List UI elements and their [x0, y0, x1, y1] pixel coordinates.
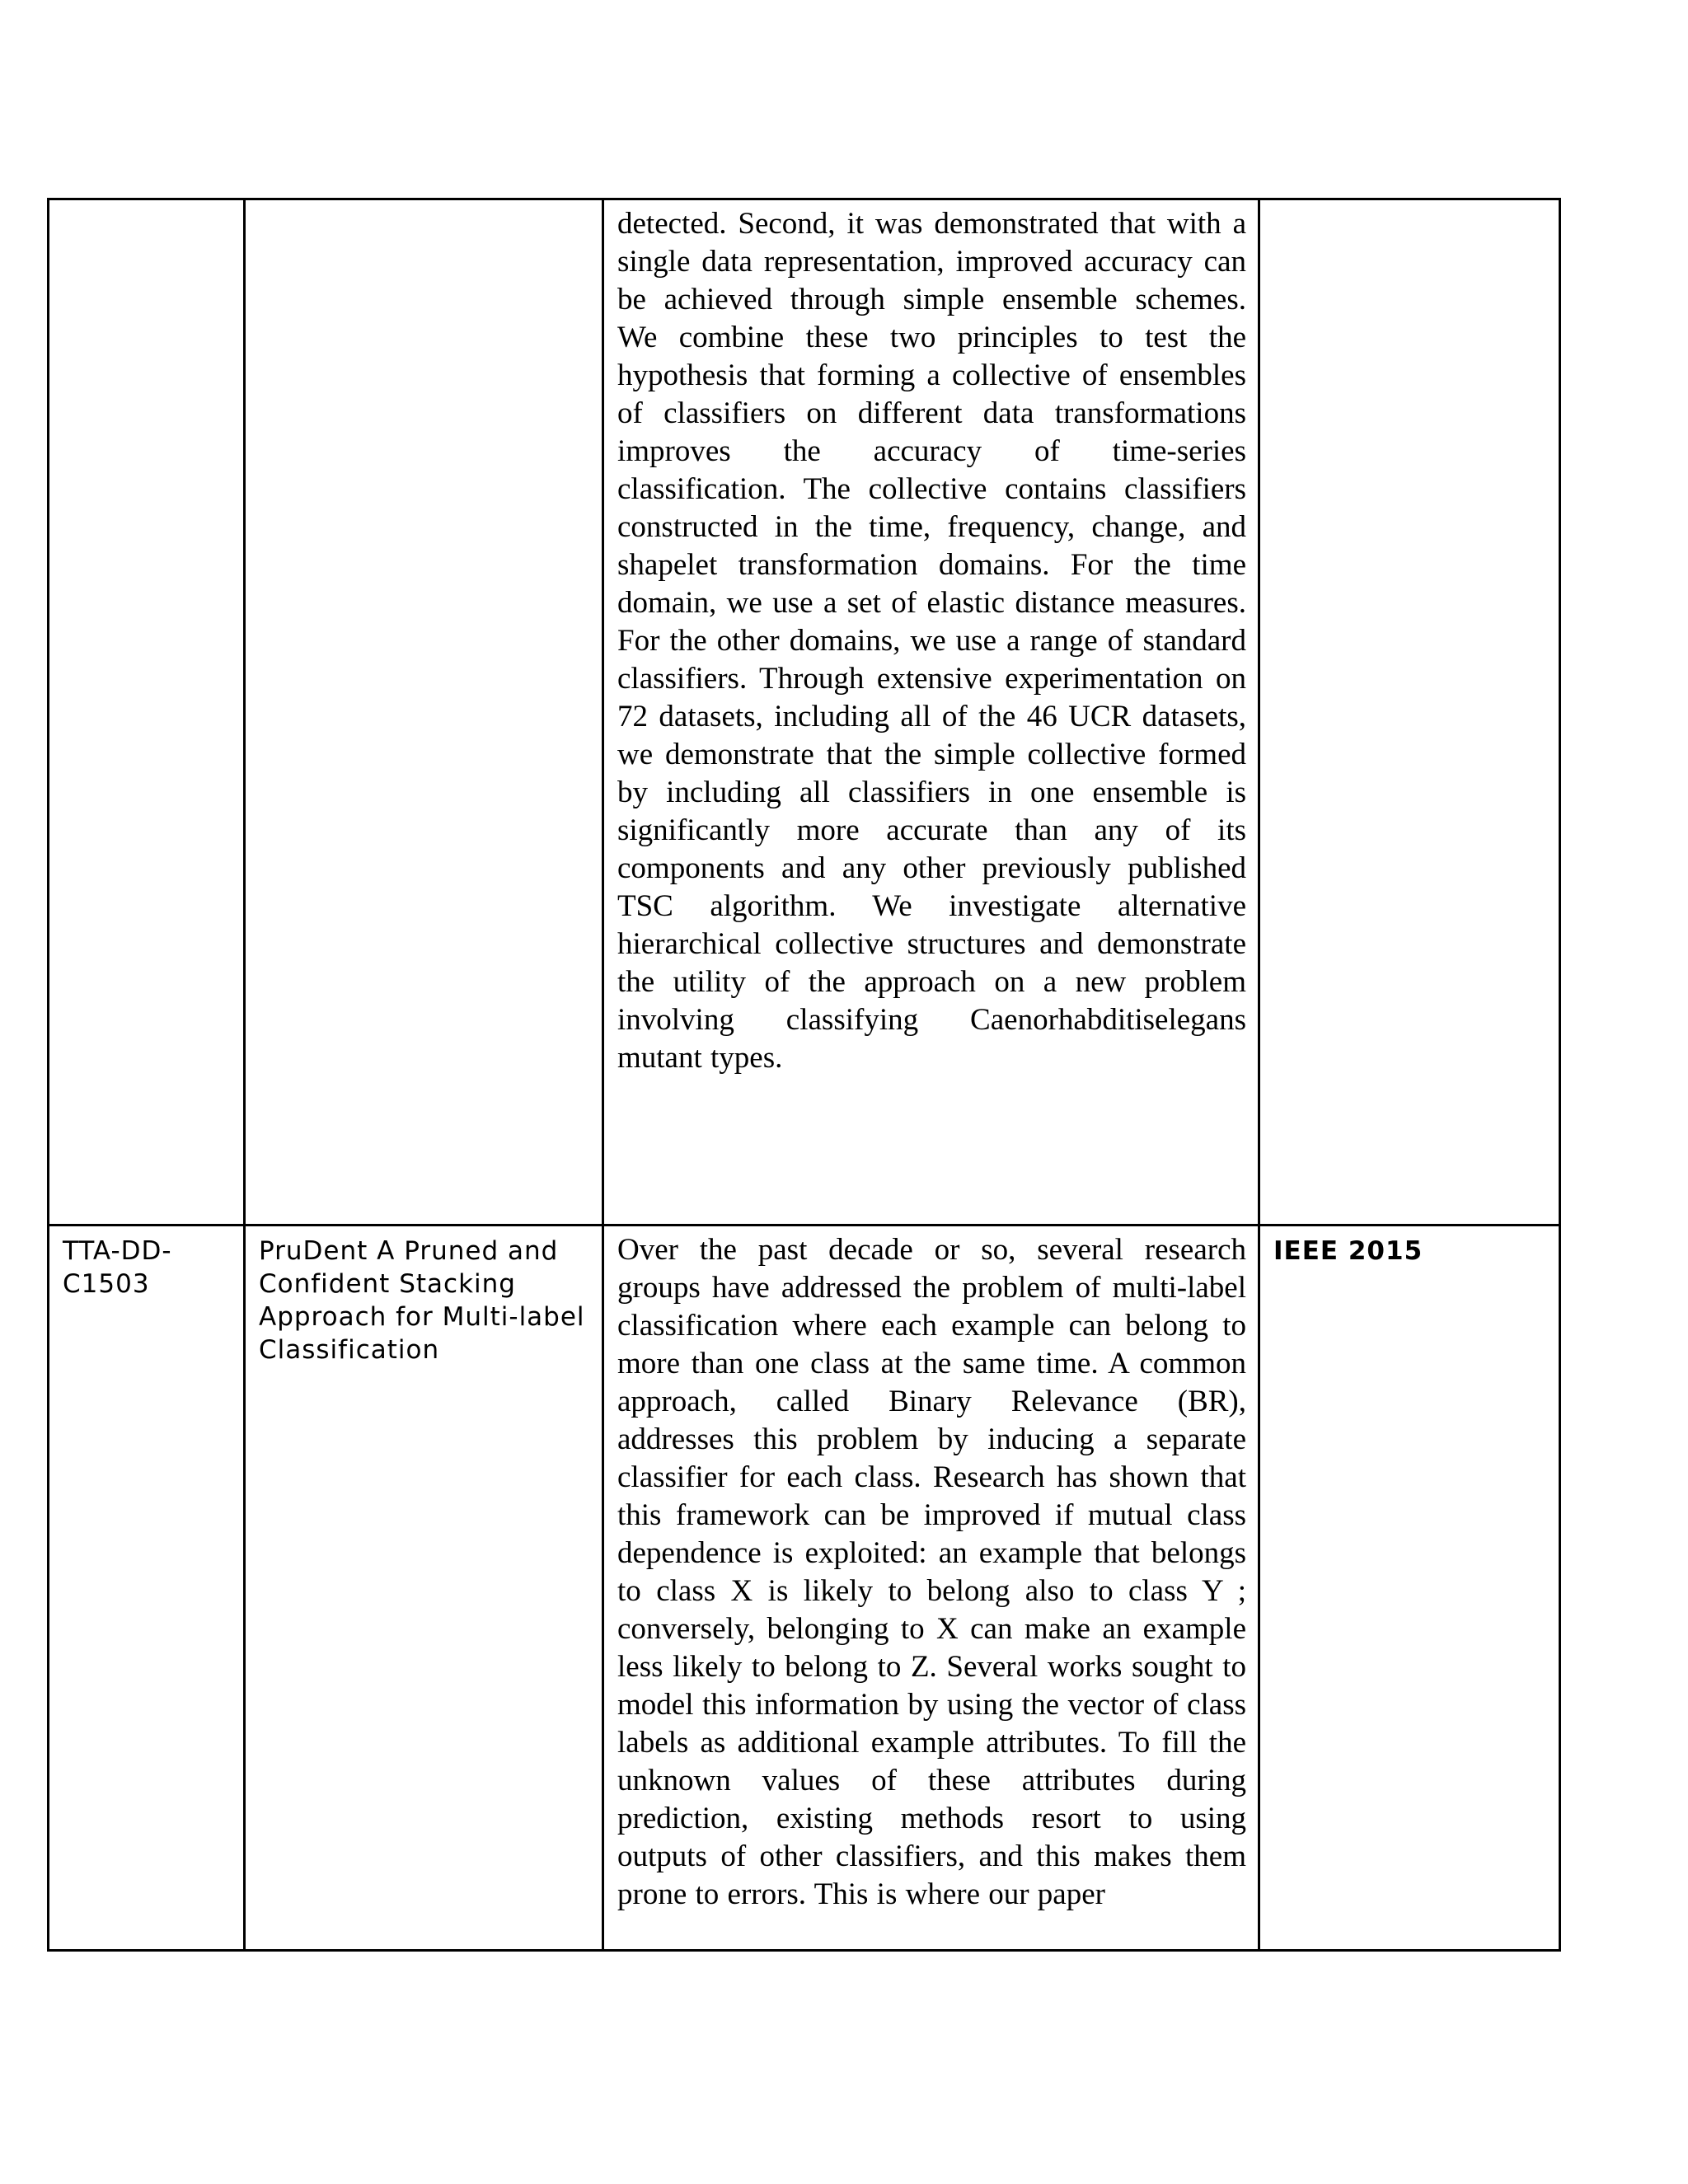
project-abstract: Over the past decade or so, several research groups have addressed the problem of multi-label classification where each example can belong to more than one class at the same time. A common approach, called Binary Relevance (BR), addresses this problem by inducing a separate classifier for each class. Research has shown that this framework can be improved if mutual class dependence is exploited: an example that belongs to class X is likely to belong also to class Y ; conversely, belonging to X can make an example less likely to belong to Z. Several works sought to model this information by using the vector of class labels as additional example attributes. To fill the unknown values of these attributes during prediction, existing methods resort to using outputs of other classifiers, and this makes them prone to errors. This is where our paper: [617, 1232, 1246, 1911]
project-year: IEEE 2015: [1273, 1235, 1423, 1266]
project-abstract: detected. Second, it was demonstrated that with a single data representation, improved accuracy can be achieved through simple ensemble schemes. We combine these two principles to test the hypothesis that forming a collective of ensembles of classifiers on different data transformations improves the accuracy of time-series classification. The collective contains classifiers constructed in the time, frequency, change, and shapelet transformation domains. For the time domain, we use a set of elastic distance measures. For the other domains, we use a range of standard classifiers. Through extensive experimentation on 72 datasets, including all of the 46 UCR datasets, we demonstrate that the simple collective formed by including all classifiers in one ensemble is significantly more accurate than any of its components and any other previously published TSC algorithm. We investigate alternative hierarchical collective structures and demonstrate the utility of the approach on a new problem involving classifying Caenorhabditiselegans mutant types.: [617, 207, 1246, 1075]
project-year: [1260, 200, 1559, 209]
project-id: [49, 200, 243, 209]
title-cell: [245, 1225, 603, 1950]
title-cell: [245, 199, 603, 1226]
table-row: [49, 1225, 1560, 1950]
projects-table: [47, 198, 1561, 1952]
abstract-cell: [603, 1225, 1259, 1950]
year-cell: [1259, 1225, 1560, 1950]
table-row: [49, 199, 1560, 1226]
id-cell: [49, 199, 245, 1226]
project-title: [246, 200, 602, 209]
abstract-cell: [603, 199, 1259, 1226]
project-id: TTA-DD-C1503: [63, 1235, 172, 1299]
project-title: PruDent A Pruned and Confident Stacking Approach for Multi-label Classification: [259, 1235, 585, 1365]
id-cell: [49, 1225, 245, 1950]
year-cell: [1259, 199, 1560, 1226]
